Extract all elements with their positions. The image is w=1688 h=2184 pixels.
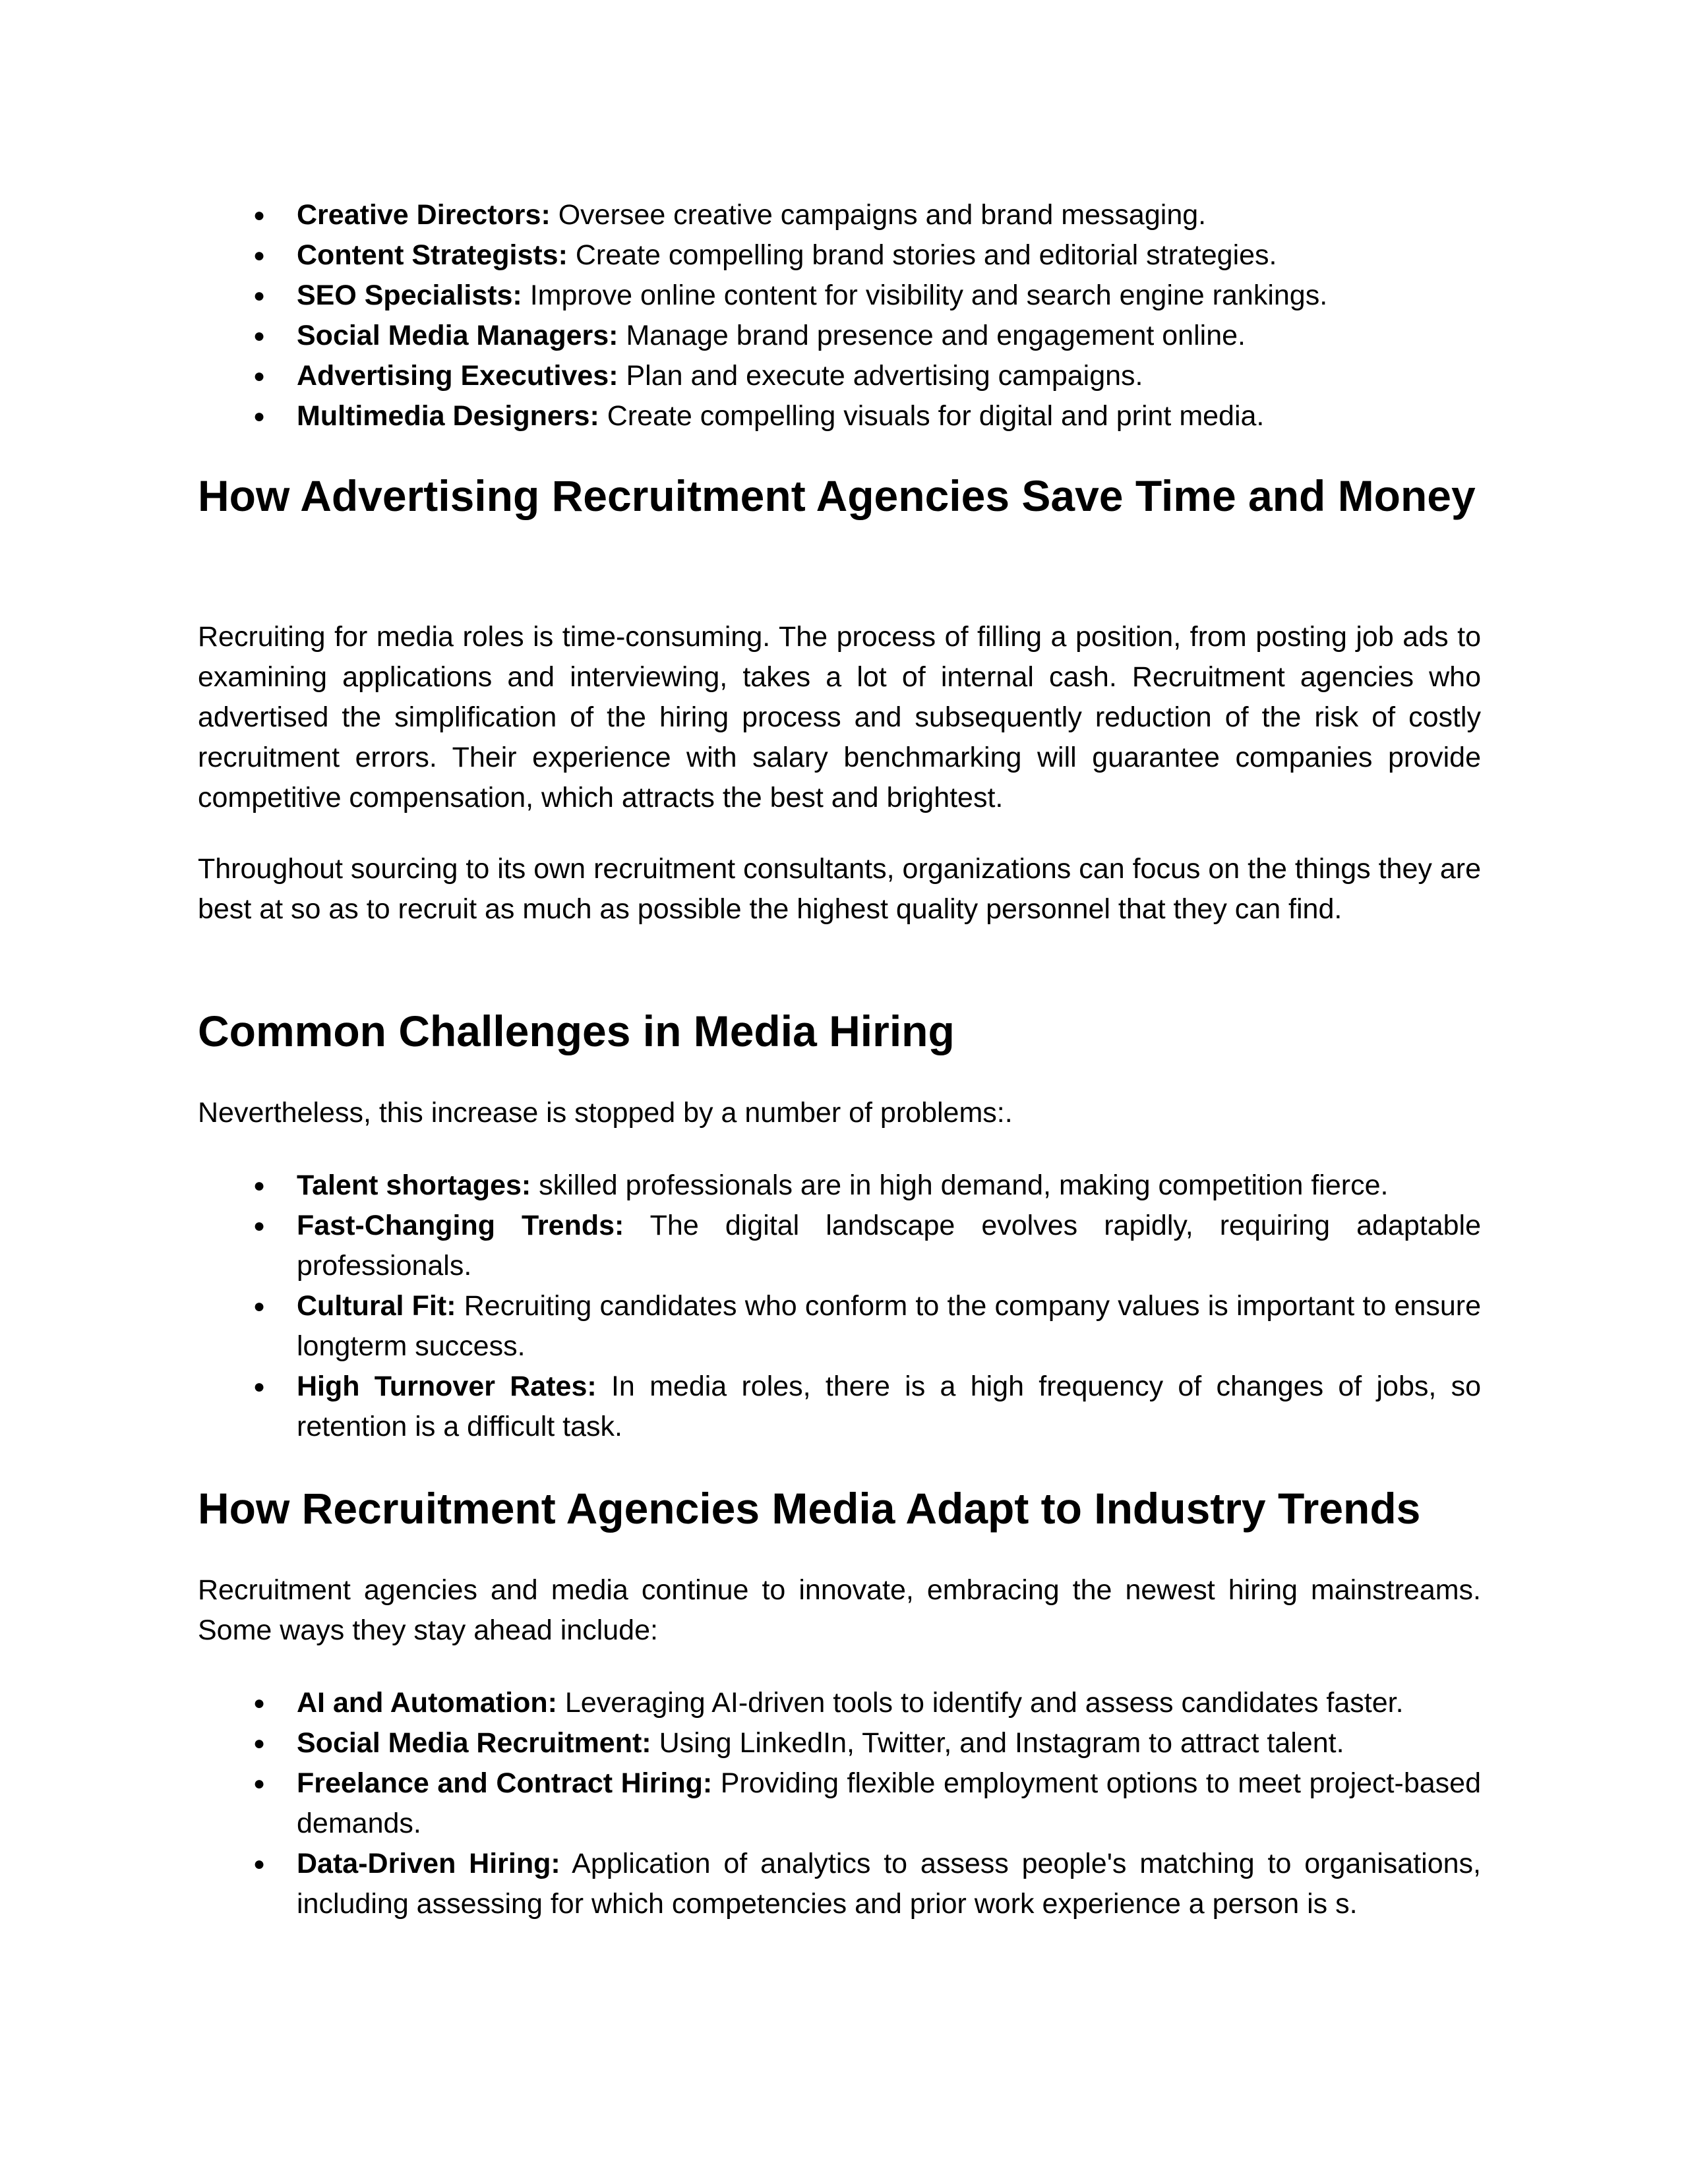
list-item-term: Social Media Recruitment: bbox=[297, 1727, 651, 1759]
list-item-term: Fast-Changing Trends: bbox=[297, 1210, 624, 1241]
list-item-text: skilled professionals are in high demand, making competition fierce. bbox=[531, 1169, 1389, 1201]
bullet-icon: ● bbox=[253, 405, 266, 427]
list-item-text: Leveraging AI-driven tools to identify and assess candidates faster. bbox=[557, 1687, 1404, 1719]
list-item bbox=[198, 276, 1481, 316]
list-item-text: Recruiting candidates who conform to the company values is important to ensure longterm success. bbox=[297, 1290, 1481, 1362]
bullet-icon: ● bbox=[253, 1376, 266, 1398]
roles-list bbox=[198, 195, 1481, 436]
list-item-text: Create compelling visuals for digital and print media. bbox=[599, 400, 1265, 432]
list-item-term: Talent shortages: bbox=[297, 1169, 531, 1201]
list-item-text: Application of analytics to assess people's matching to organisations, including assessing for which competencies and prior work experience a person is s. bbox=[297, 1848, 1481, 1920]
section-heading-save-time: How Advertising Recruitment Agencies Save Time and Money bbox=[198, 471, 1476, 520]
list-item-term: SEO Specialists: bbox=[297, 280, 522, 311]
list-item-text: Using LinkedIn, Twitter, and Instagram to attract talent. bbox=[651, 1727, 1344, 1759]
bullet-icon: ● bbox=[253, 1215, 266, 1237]
list-item bbox=[198, 316, 1481, 356]
list-item bbox=[198, 1844, 1481, 1924]
list-item bbox=[198, 195, 1481, 235]
list-item-text: In media roles, there is a high frequency of changes of jobs, so retention is a difficult task. bbox=[297, 1371, 1481, 1442]
list-item-term: Freelance and Contract Hiring: bbox=[297, 1767, 713, 1799]
list-item bbox=[198, 1683, 1481, 1723]
list-item-text: Providing flexible employment options to meet project-based demands. bbox=[297, 1767, 1481, 1839]
section-heading-challenges: Common Challenges in Media Hiring bbox=[198, 1007, 955, 1055]
list-item bbox=[198, 396, 1481, 436]
list-item-term: Social Media Managers: bbox=[297, 320, 618, 351]
list-item bbox=[198, 1723, 1481, 1763]
bullet-icon: ● bbox=[253, 1692, 266, 1714]
list-item bbox=[198, 1286, 1481, 1367]
list-item-term: Advertising Executives: bbox=[297, 360, 618, 392]
paragraph: Recruitment agencies and media continue to innovate, embracing the newest hiring mainstreams. Some ways they stay ahead include: bbox=[198, 1574, 1481, 1646]
list-item-text: The digital landscape evolves rapidly, requiring adaptable professionals. bbox=[297, 1210, 1481, 1282]
list-item-term: Multimedia Designers: bbox=[297, 400, 599, 432]
bullet-icon: ● bbox=[253, 285, 266, 307]
bullet-icon: ● bbox=[253, 1295, 266, 1317]
list-item-term: Cultural Fit: bbox=[297, 1290, 456, 1322]
list-item-term: High Turnover Rates: bbox=[297, 1371, 597, 1402]
list-item-term: Creative Directors: bbox=[297, 199, 551, 231]
list-item bbox=[198, 356, 1481, 396]
list-item-term: Content Strategists: bbox=[297, 239, 568, 271]
list-item-text: Manage brand presence and engagement online. bbox=[618, 320, 1246, 351]
bullet-icon: ● bbox=[253, 1853, 266, 1875]
bullet-icon: ● bbox=[253, 365, 266, 387]
paragraph: Recruiting for media roles is time-consuming. The process of filling a position, from posting job ads to examining applications and interviewing, takes a lot of internal cash. Recruitment agencies who advertised the simplification of the hiring process and subsequently reduction of the risk of costly recruitment errors. Their experience with salary benchmarking will guarantee companies provide competitive compensation, which attracts the best and brightest. bbox=[198, 621, 1481, 813]
paragraph: Throughout sourcing to its own recruitment consultants, organizations can focus on the things they are best at so as to recruit as much as possible the highest quality personnel that they can find. bbox=[198, 853, 1481, 925]
list-item bbox=[198, 1367, 1481, 1447]
list-item-text: Create compelling brand stories and editorial strategies. bbox=[567, 239, 1277, 271]
list-item bbox=[198, 1763, 1481, 1844]
bullet-icon: ● bbox=[253, 245, 266, 266]
list-item-text: Oversee creative campaigns and brand messaging. bbox=[550, 199, 1207, 231]
bullet-icon: ● bbox=[253, 204, 266, 226]
paragraph: Nevertheless, this increase is stopped by a number of problems:. bbox=[198, 1097, 1013, 1129]
list-item-text: Improve online content for visibility and search engine rankings. bbox=[522, 280, 1328, 311]
bullet-icon: ● bbox=[253, 1773, 266, 1794]
bullet-icon: ● bbox=[253, 1732, 266, 1754]
list-item bbox=[198, 235, 1481, 276]
list-item-term: Data-Driven Hiring: bbox=[297, 1848, 560, 1879]
trends-list bbox=[198, 1683, 1481, 1924]
bullet-icon: ● bbox=[253, 1175, 266, 1196]
list-item-term: AI and Automation: bbox=[297, 1687, 557, 1719]
list-item bbox=[198, 1166, 1481, 1206]
list-item-text: Plan and execute advertising campaigns. bbox=[618, 360, 1143, 392]
challenges-list bbox=[198, 1166, 1481, 1447]
bullet-icon: ● bbox=[253, 325, 266, 347]
section-heading-trends: How Recruitment Agencies Media Adapt to Industry Trends bbox=[198, 1484, 1421, 1533]
list-item bbox=[198, 1206, 1481, 1286]
